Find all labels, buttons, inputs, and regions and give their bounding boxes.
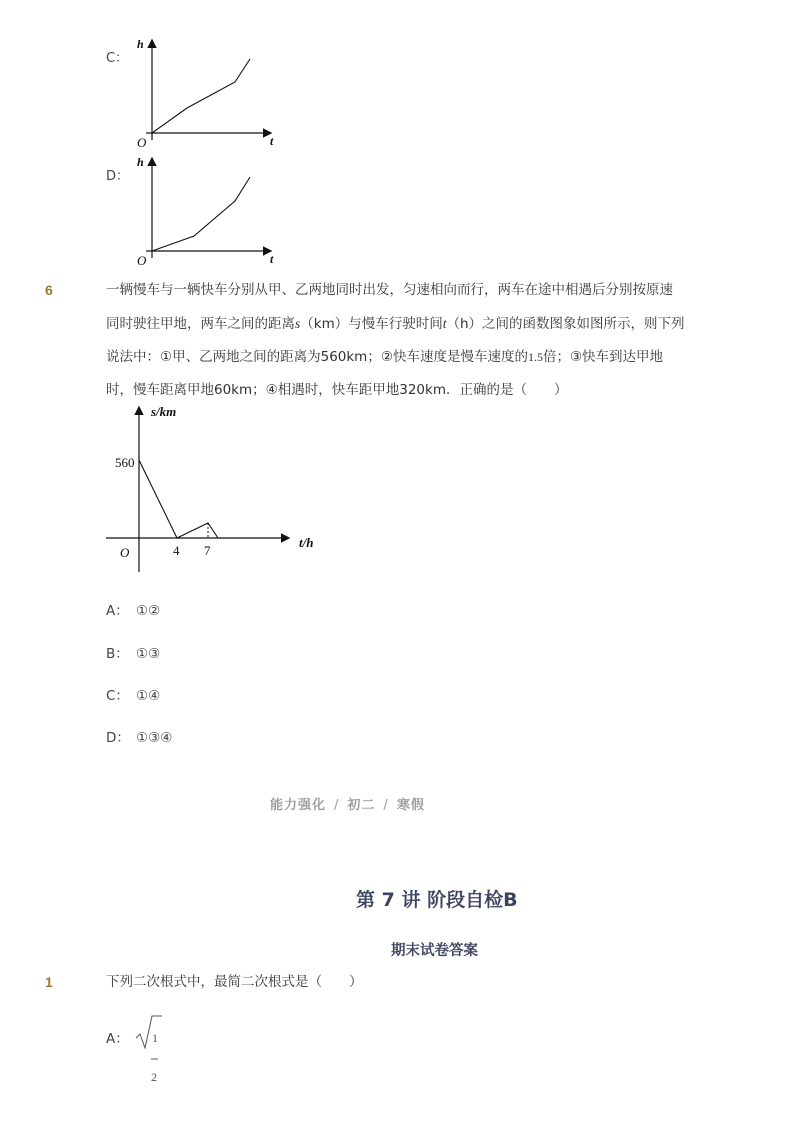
origin-label: O — [120, 545, 130, 560]
question-line-3: 说法中：①甲、乙两地之间的距离为560km；②快车速度是慢车速度的1.5倍；③快车到达甲地 — [106, 349, 664, 365]
origin-label: O — [137, 135, 147, 150]
distance-line — [139, 460, 218, 538]
choice-b[interactable]: B： ①③ — [106, 646, 161, 662]
option-d-graph — [132, 153, 292, 268]
question-number: 6 — [45, 282, 53, 298]
breadcrumb-item-3[interactable]: 寒假 — [396, 798, 425, 813]
fraction-numerator: 1 — [152, 1031, 158, 1045]
question-line-2: 同时驶往甲地，两车之间的距离s（km）与慢车行驶时间t（h）之间的函数图象如图所示，则下列 — [106, 316, 685, 332]
option-c-graph — [132, 35, 292, 150]
x-tick-4: 4 — [173, 543, 180, 558]
page-subtitle: 期末试卷答案 — [391, 943, 478, 959]
x-tick-7: 7 — [204, 543, 211, 558]
choice-d[interactable]: D： ①③④ — [106, 730, 173, 746]
question-text — [106, 274, 721, 407]
y-tick-560: 560 — [115, 455, 135, 470]
question-line-4: 时，慢车距离甲地60km；④相遇时，快车距甲地320km．正确的是（ ） — [106, 382, 568, 398]
radical-sign — [136, 1016, 162, 1048]
s-axis-label: s/km — [151, 404, 177, 419]
x-axis-label: t — [270, 134, 274, 148]
sqrt-fraction — [134, 1012, 174, 1094]
question-line-1: 一辆慢车与一辆快车分别从甲、乙两地同时出发，匀速相向而行，两车在途中相遇后分别按原速 — [106, 282, 673, 298]
page-title: 第 7 讲 阶段自检B — [356, 889, 518, 911]
fraction-denominator: 2 — [151, 1070, 157, 1084]
y-axis-label: h — [137, 37, 144, 51]
origin-label: O — [137, 253, 147, 268]
question-number: 1 — [45, 974, 53, 990]
x-axis-label: t — [270, 252, 274, 266]
option-c-label[interactable]: C： — [106, 51, 129, 66]
graph-line — [152, 59, 250, 133]
distance-time-graph — [100, 400, 330, 578]
y-axis-label: h — [137, 155, 144, 169]
t-axis-label: t/h — [299, 535, 314, 550]
breadcrumb-item-2[interactable]: 初二 — [347, 798, 376, 813]
option-d-label[interactable]: D： — [106, 169, 130, 184]
question-text: 下列二次根式中，最简二次根式是（ ） — [106, 974, 363, 990]
choice-a[interactable]: A： ①② — [106, 603, 161, 619]
breadcrumb: 能力强化 / 初二 / 寒假 — [270, 798, 425, 813]
choice-c[interactable]: C： ①④ — [106, 688, 161, 704]
graph-line — [152, 177, 250, 251]
choice-a[interactable]: A： — [106, 1031, 129, 1047]
breadcrumb-item-1[interactable]: 能力强化 — [270, 798, 327, 813]
